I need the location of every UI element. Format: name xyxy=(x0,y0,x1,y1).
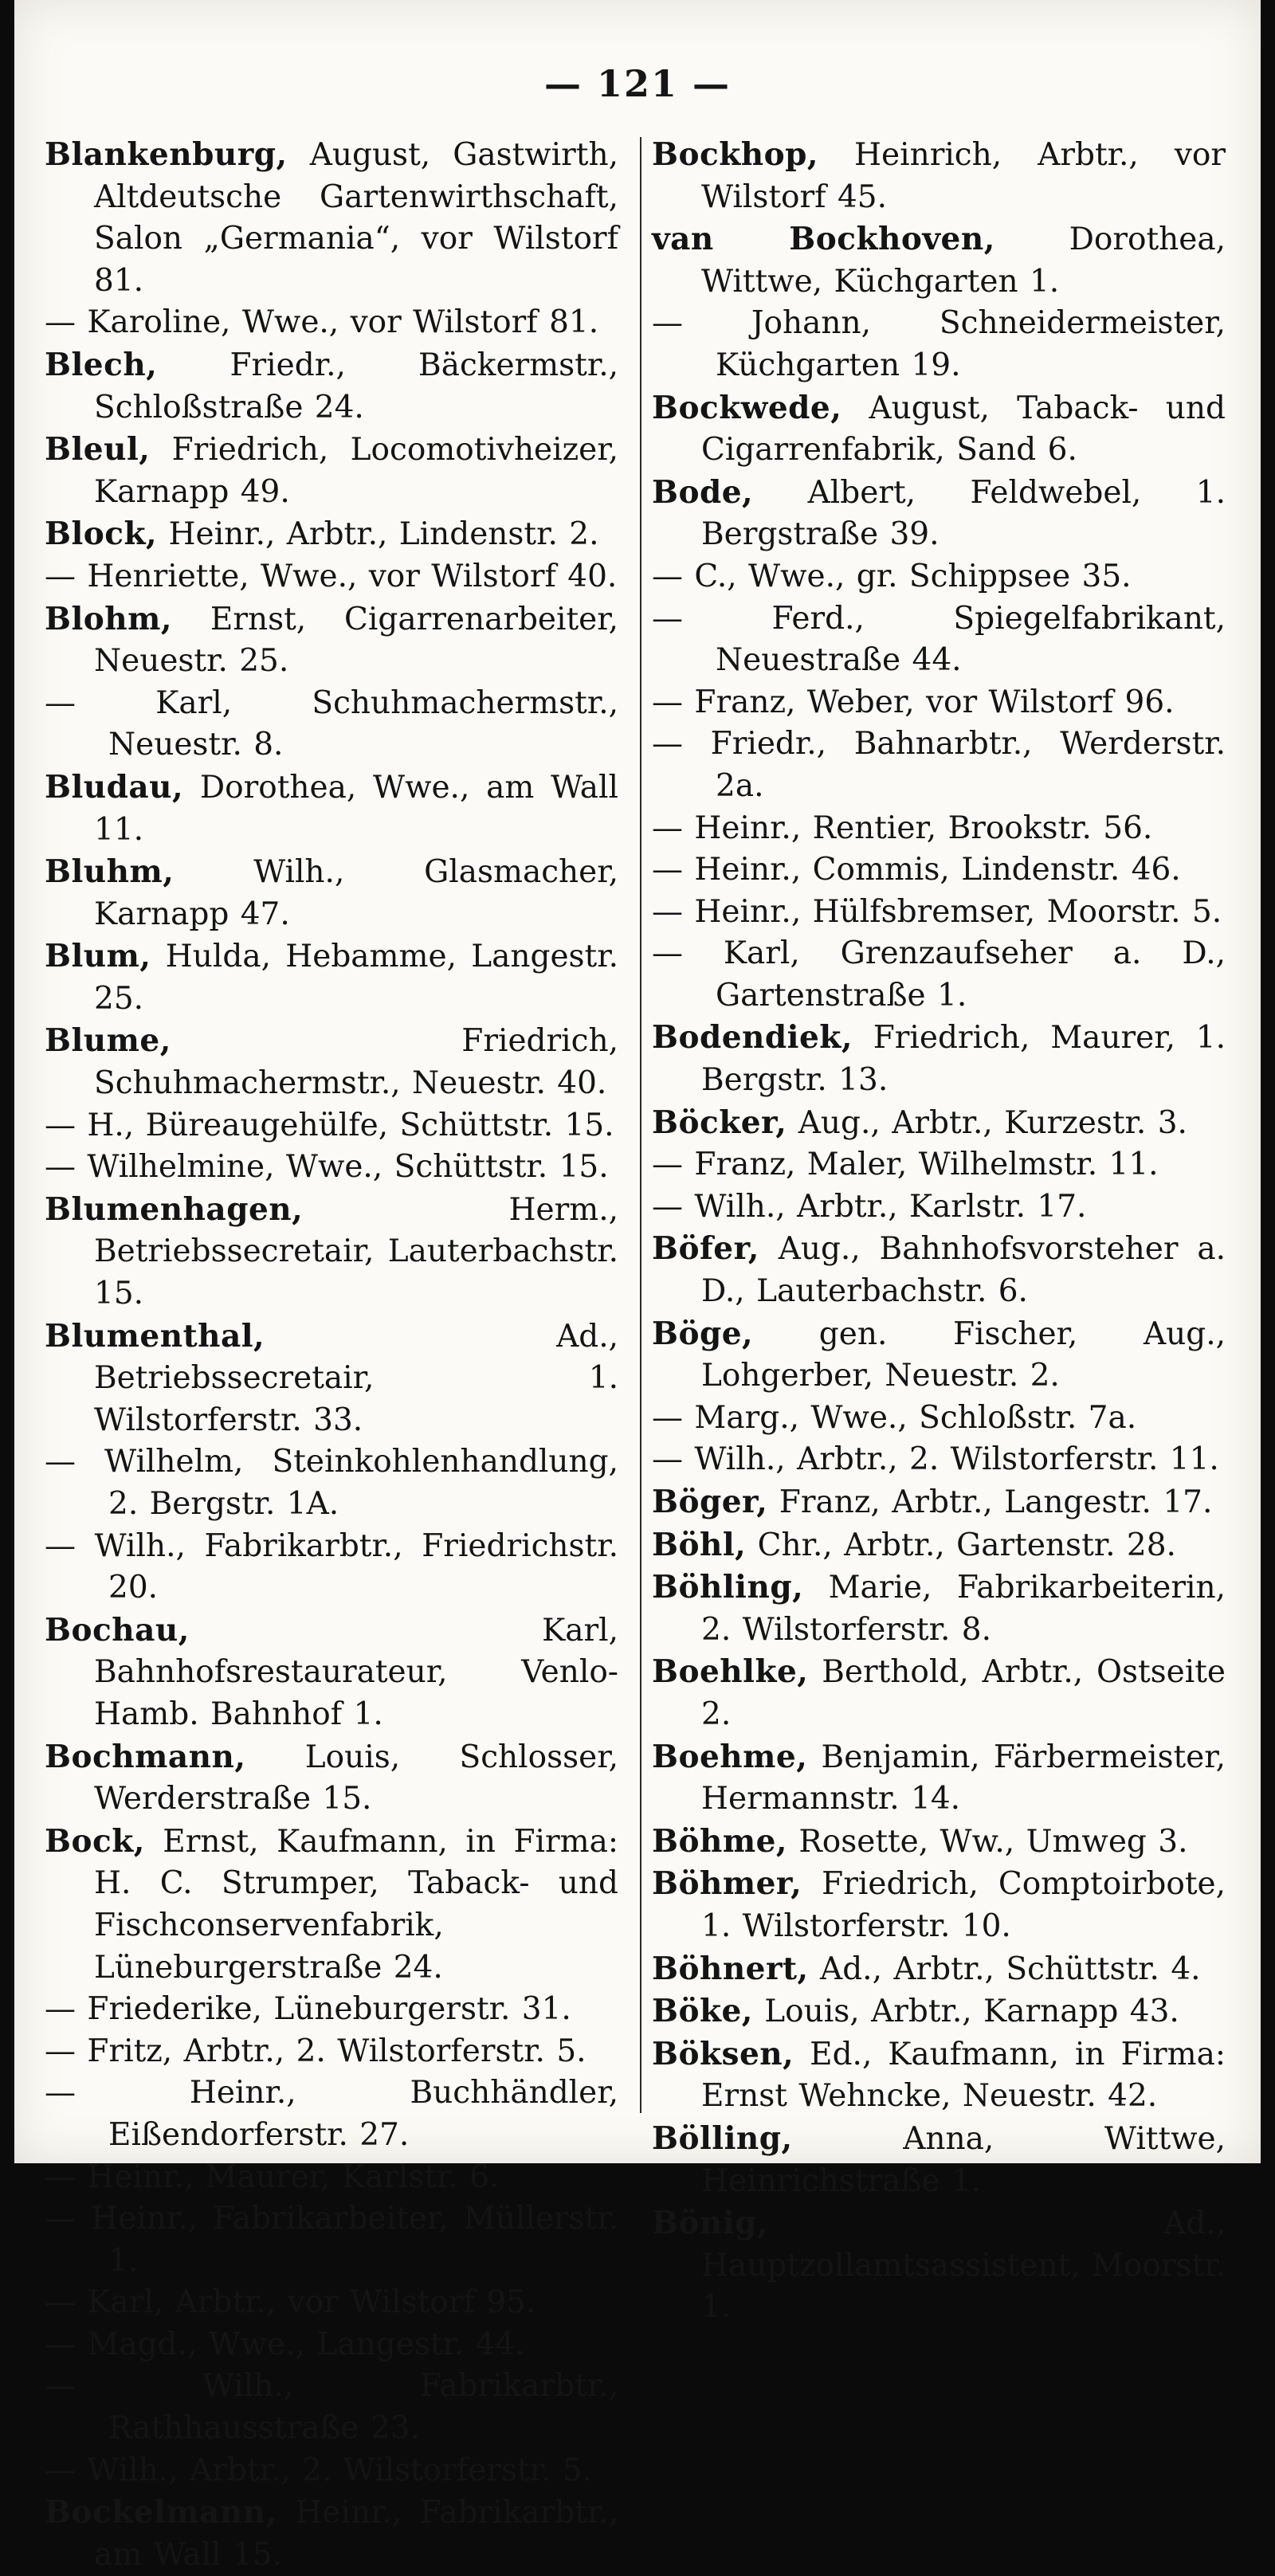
entry-surname: Blumenthal, xyxy=(45,1317,265,1355)
entry-surname: Böhnert, xyxy=(652,1950,809,1987)
directory-entry xyxy=(45,2072,618,2156)
entry-details: Chr., Arbtr., Gartenstr. 28. xyxy=(746,1527,1176,1563)
entry-surname: Böhme, xyxy=(652,1822,787,1860)
entry-surname: Böge, xyxy=(652,1315,754,1352)
entry-details: Heinrich, Arbtr., vor Wilstorf 45. xyxy=(701,137,1226,215)
directory-entry xyxy=(652,134,1226,218)
entry-details: Heinr., Fabrikarbtr., am Wall 15. xyxy=(94,2495,618,2573)
directory-entry xyxy=(652,556,1226,598)
entry-details: — Wilh., Fabrikarbtr., Friedrichstr. 20. xyxy=(45,1527,618,1606)
entry-surname: Böke, xyxy=(652,1993,753,2030)
entry-details: — Johann, Schneidermeister, Küchgarten 19. xyxy=(652,305,1226,383)
entry-details: Aug., Bahnhofsvorsteher a. D., Lauterbachstr. 6. xyxy=(701,1231,1226,1310)
directory-entry xyxy=(652,2033,1226,2118)
entry-surname: Blankenburg, xyxy=(45,136,288,173)
entry-surname: Bockhop, xyxy=(652,136,818,173)
entry-details: — Heinr., Buchhändler, Eißendorferstr. 27. xyxy=(45,2075,618,2153)
directory-entry xyxy=(45,1020,618,1104)
entry-surname: Böhl, xyxy=(652,1526,747,1563)
directory-entry xyxy=(652,1651,1226,1735)
directory-entry xyxy=(45,935,618,1020)
directory-entry xyxy=(652,303,1226,386)
entry-details: Franz, Arbtr., Langestr. 17. xyxy=(767,1484,1213,1520)
entry-surname: Bockelmann, xyxy=(45,2494,277,2531)
entry-details: — Magd., Wwe., Langestr. 44. xyxy=(45,2326,525,2362)
entry-details: Louis, Schlosser, Werderstraße 15. xyxy=(94,1739,618,1817)
directory-entry xyxy=(652,1313,1226,1398)
entry-surname: Blume, xyxy=(45,1022,171,1060)
directory-entry xyxy=(652,2202,1226,2329)
entry-details: — C., Wwe., gr. Schippsee 35. xyxy=(652,558,1132,594)
directory-entry xyxy=(652,1228,1226,1312)
entry-details: Benjamin, Färbermeister, Hermannstr. 14. xyxy=(701,1739,1226,1817)
entry-details: — Heinr., Commis, Lindenstr. 46. xyxy=(652,852,1181,888)
entry-details: Ernst, Kaufmann, in Firma: H. C. Strumper, Taback- und Fischconservenfabrik, Lüneburgerstraße 24. xyxy=(94,1823,618,1986)
directory-entry xyxy=(652,1144,1226,1186)
directory-entry xyxy=(45,1610,618,1736)
entry-details: — Karoline, Wwe., vor Wilstorf 81. xyxy=(45,304,599,341)
entry-details: Ed., Kaufmann, in Firma: Ernst Wehncke, Neuestr. 42. xyxy=(701,2036,1226,2115)
entry-details: August, Gastwirth, Altdeutsche Gartenwirthschaft, Salon „Germania“, vor Wilstorf 81. xyxy=(94,137,618,299)
entry-details: Ad., Hauptzollamtsassistent, Moorstr. 1. xyxy=(701,2205,1226,2326)
entry-details: Wilh., Glasmacher, Karnapp 47. xyxy=(94,854,618,932)
entry-details: — H., Büreaugehülfe, Schüttstr. 15. xyxy=(45,1107,614,1143)
directory-entry xyxy=(652,682,1226,724)
entry-details: Albert, Feldwebel, 1. Bergstraße 39. xyxy=(701,474,1226,553)
entry-details: — Franz, Maler, Wilhelmstr. 11. xyxy=(652,1147,1159,1183)
directory-entry xyxy=(45,2450,618,2492)
entry-details: — Karl, Schuhmachermstr., Neuestr. 8. xyxy=(45,684,618,763)
entry-surname: Bodendiek, xyxy=(652,1019,853,1057)
directory-entry xyxy=(652,1398,1226,1440)
directory-entry xyxy=(45,2366,618,2449)
directory-entry xyxy=(652,933,1226,1017)
directory-entry xyxy=(45,513,618,556)
entry-surname: Böhmer, xyxy=(652,1865,802,1903)
directory-entry xyxy=(652,1017,1226,1101)
directory-entry xyxy=(652,598,1226,682)
directory-page xyxy=(14,0,1261,2573)
entry-details: — Ferd., Spiegelfabrikant, Neuestraße 44. xyxy=(652,600,1226,679)
directory-entry xyxy=(45,1147,618,1189)
entry-details: Friedrich, Locomotivheizer, Karnapp 49. xyxy=(94,432,618,510)
entry-details: Marie, Fabrikarbeiterin, 2. Wilstorferstr. 8. xyxy=(701,1570,1226,1648)
entry-details: — Heinr., Maurer, Karlstr. 6. xyxy=(45,2158,500,2195)
entry-surname: Bleul, xyxy=(45,431,151,469)
entry-surname: Bock, xyxy=(45,1822,145,1860)
entry-surname: Bockwede, xyxy=(652,389,842,426)
directory-entry xyxy=(45,1189,618,1315)
directory-entry xyxy=(45,556,618,598)
directory-entry xyxy=(45,1821,618,1989)
entry-details: Heinr., Arbtr., Lindenstr. 2. xyxy=(157,516,599,553)
directory-entry xyxy=(45,2324,618,2366)
entry-details: — Karl, Arbtr., vor Wilstorf 95. xyxy=(45,2284,536,2321)
entry-surname: Boehme, xyxy=(652,1738,808,1775)
directory-entry xyxy=(45,851,618,935)
directory-entry xyxy=(45,302,618,344)
entry-details: Berthold, Arbtr., Ostseite 2. xyxy=(701,1654,1226,1732)
directory-entry xyxy=(45,344,618,429)
entry-surname: Blech, xyxy=(45,346,158,383)
entry-details: Ad., Arbtr., Schüttstr. 4. xyxy=(808,1951,1201,1987)
directory-entry xyxy=(45,2282,618,2324)
directory-entry xyxy=(652,808,1226,850)
entry-surname: van Bockhoven, xyxy=(652,221,995,258)
entry-details: — Wilh., Arbtr., Karlstr. 17. xyxy=(652,1188,1087,1225)
directory-entry xyxy=(652,1524,1226,1567)
entry-details: — Franz, Weber, vor Wilstorf 96. xyxy=(652,684,1175,720)
entry-details: — Wilh., Arbtr., 2. Wilstorferstr. 11. xyxy=(652,1441,1219,1478)
directory-entry xyxy=(45,2492,618,2576)
entry-details: Friedrich, Schuhmachermstr., Neuestr. 40. xyxy=(94,1023,618,1102)
entry-surname: Blum, xyxy=(45,938,151,975)
entry-details: Louis, Arbtr., Karnapp 43. xyxy=(752,1994,1179,2030)
entry-details: Friedr., Bäckermstr., Schloßstraße 24. xyxy=(94,347,618,425)
directory-entry xyxy=(652,472,1226,556)
directory-entry xyxy=(45,2157,618,2199)
entry-details: Dorothea, Wwe., am Wall 11. xyxy=(94,769,618,848)
entry-details: Aug., Arbtr., Kurzestr. 3. xyxy=(787,1104,1187,1141)
entry-surname: Bochau, xyxy=(45,1611,190,1649)
directory-entry xyxy=(652,892,1226,934)
entry-details: gen. Fischer, Aug., Lohgerber, Neuestr. 2. xyxy=(701,1315,1226,1394)
directory-entry xyxy=(652,1102,1226,1145)
directory-entry xyxy=(652,1186,1226,1229)
entry-details: Dorothea, Wittwe, Küchgarten 1. xyxy=(701,222,1226,300)
entry-surname: Bode, xyxy=(652,473,754,511)
directory-entry xyxy=(45,1441,618,1525)
directory-entry xyxy=(652,1863,1226,1947)
directory-entry xyxy=(652,1439,1226,1481)
entry-details: — Friedr., Bahnarbtr., Werderstr. 2a. xyxy=(652,726,1226,804)
entry-details: Friedrich, Maurer, 1. Bergstr. 13. xyxy=(701,1020,1226,1099)
entry-surname: Böhling, xyxy=(652,1569,804,1606)
entry-surname: Bluhm, xyxy=(45,853,175,891)
entry-surname: Bölling, xyxy=(652,2119,793,2157)
entry-surname: Block, xyxy=(45,516,158,553)
entry-surname: Bludau, xyxy=(45,768,184,806)
entry-surname: Boehlke, xyxy=(652,1653,809,1691)
entry-details: Karl, Bahnhofsrestaurateur, Venlo-Hamb. Bahnhof 1. xyxy=(94,1612,618,1732)
right-column xyxy=(652,134,1226,2329)
entry-details: Anna, Wittwe, Heinrichstraße 1. xyxy=(701,2120,1226,2199)
directory-entry xyxy=(652,1566,1226,1651)
left-column xyxy=(45,134,618,2576)
entry-surname: Böfer, xyxy=(652,1230,759,1268)
entry-details: — Heinr., Rentier, Brookstr. 56. xyxy=(652,810,1153,846)
entry-surname: Blumenhagen, xyxy=(45,1190,304,1228)
entry-surname: Böksen, xyxy=(652,2035,794,2072)
directory-entry xyxy=(652,723,1226,807)
directory-entry xyxy=(652,1481,1226,1524)
directory-entry xyxy=(652,218,1226,303)
directory-entry xyxy=(45,2198,618,2282)
entry-details: — Wilhelmine, Wwe., Schüttstr. 15. xyxy=(45,1149,609,1186)
entry-details: — Heinr., Fabrikarbeiter, Müllerstr. 1. xyxy=(45,2201,618,2279)
column-divider xyxy=(640,137,641,2113)
directory-entry xyxy=(652,1736,1226,1821)
page-number: — 121 — xyxy=(543,62,732,105)
directory-entry xyxy=(45,1526,618,1610)
entry-details: — Wilh., Arbtr., 2. Wilstorferstr. 5. xyxy=(45,2452,593,2488)
directory-entry xyxy=(652,849,1226,892)
entry-surname: Bönig, xyxy=(652,2205,768,2242)
directory-entry xyxy=(45,767,618,851)
directory-entry xyxy=(45,429,618,513)
directory-entry xyxy=(45,1736,618,1821)
entry-details: Herm., Betriebssecretair, Lauterbachstr. 15. xyxy=(94,1191,618,1312)
entry-details: Ernst, Cigarrenarbeiter, Neuestr. 25. xyxy=(94,601,618,680)
entry-surname: Blohm, xyxy=(45,600,172,637)
entry-details: Hulda, Hebamme, Langestr. 25. xyxy=(94,939,618,1017)
entry-details: — Wilh., Fabrikarbtr., Rathhausstraße 23. xyxy=(45,2368,618,2447)
entry-details: Friedrich, Comptoirbote, 1. Wilstorferstr. 10. xyxy=(701,1866,1226,1944)
entry-details: Rosette, Ww., Umweg 3. xyxy=(787,1823,1188,1860)
directory-entry xyxy=(652,387,1226,472)
directory-entry xyxy=(45,1315,618,1442)
entry-details: — Heinr., Hülfsbremser, Moorstr. 5. xyxy=(652,893,1222,930)
entry-details: — Henriette, Wwe., vor Wilstorf 40. xyxy=(45,558,618,594)
entry-details: — Marg., Wwe., Schloßstr. 7a. xyxy=(652,1399,1137,1436)
entry-details: — Wilhelm, Steinkohlenhandlung, 2. Bergstr. 1A. xyxy=(45,1444,618,1522)
directory-entry xyxy=(45,1989,618,2031)
directory-entry xyxy=(652,1990,1226,2033)
directory-entry xyxy=(45,2031,618,2073)
entry-surname: Bochmann, xyxy=(45,1738,246,1775)
directory-entry xyxy=(45,134,618,302)
entry-details: Ad., Betriebssecretair, 1. Wilstorferstr. 33. xyxy=(94,1318,618,1438)
directory-entry xyxy=(45,598,618,683)
entry-details: — Fritz, Arbtr., 2. Wilstorferstr. 5. xyxy=(45,2033,586,2069)
entry-details: — Karl, Grenzaufseher a. D., Gartenstraße 1. xyxy=(652,935,1226,1014)
directory-entry xyxy=(652,1948,1226,1991)
directory-entry xyxy=(652,1821,1226,1864)
directory-entry xyxy=(45,683,618,767)
entry-details: August, Taback- und Cigarrenfabrik, Sand 6. xyxy=(701,390,1226,469)
entry-surname: Böger, xyxy=(652,1484,768,1520)
entry-details: — Friederike, Lüneburgerstr. 31. xyxy=(45,1991,571,2028)
entry-surname: Böcker, xyxy=(652,1104,787,1141)
directory-entry xyxy=(45,1105,618,1147)
directory-entry xyxy=(652,2118,1226,2202)
